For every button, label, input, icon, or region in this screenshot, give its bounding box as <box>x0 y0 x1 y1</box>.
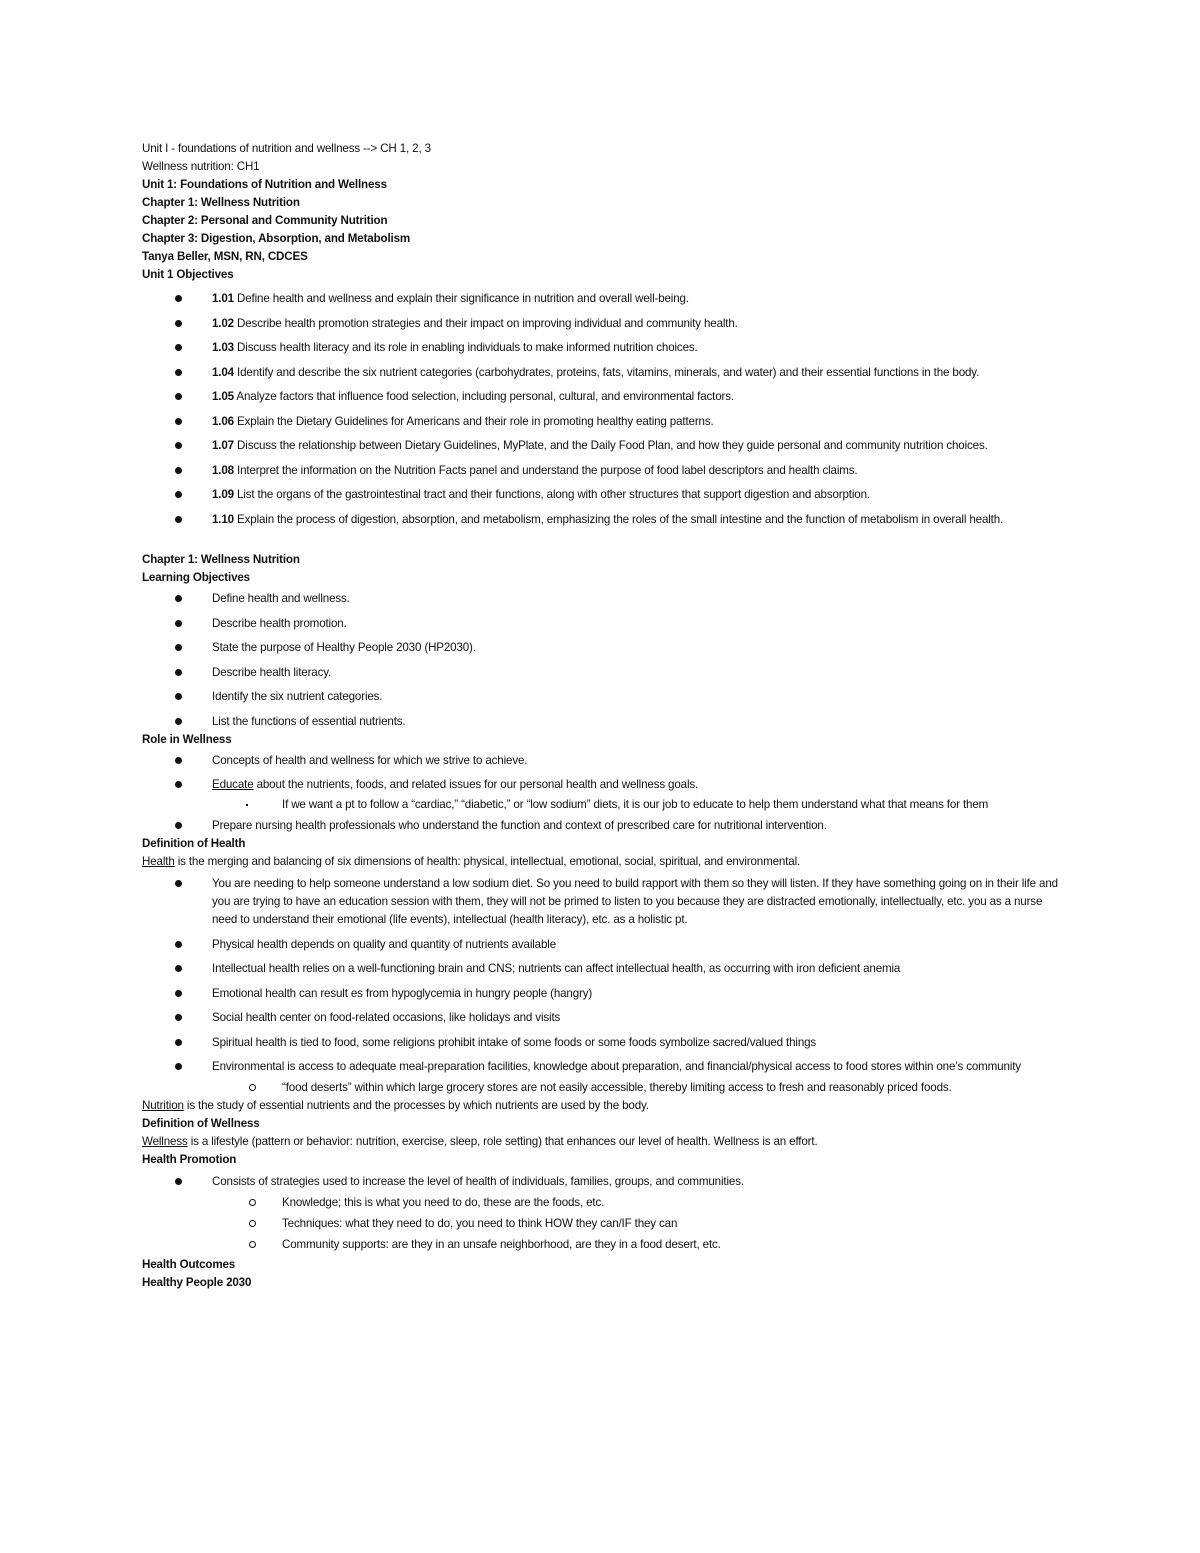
list-item-text: State the purpose of Healthy People 2030 (HP2030). <box>212 641 476 654</box>
list-item-text: Spiritual health is tied to food, some religions prohibit intake of some foods or some foods symbolize sacred/valued things <box>212 1035 817 1049</box>
objective-text: Define health and wellness and explain their significance in nutrition and overall well-being. <box>233 292 689 305</box>
objective-text: List the organs of the gastrointestinal tract and their functions, along with other structures that support digestion and absorption. <box>233 488 870 501</box>
objective-text: Interpret the information on the Nutrition Facts panel and understand the purpose of food label descriptors and health claims. <box>233 463 858 477</box>
bullet-icon <box>175 965 182 972</box>
bullet-icon <box>175 693 182 700</box>
health-dimensions-list <box>142 875 1067 1097</box>
circle-bullet-icon <box>249 1220 256 1227</box>
list-item-text: Social health center on food-related occasions, like holidays and visits <box>212 1011 561 1024</box>
list-item <box>142 1009 1067 1027</box>
list-item <box>142 875 1067 929</box>
list-item-text: Identify the six nutrient categories. <box>212 690 383 703</box>
list-item-text: List the functions of essential nutrients. <box>212 714 406 728</box>
objective-number: 1.04 <box>212 365 234 379</box>
health-promotion-heading: Health Promotion <box>142 1153 237 1166</box>
objective-text: Identify and describe the six nutrient categories (carbohydrates, proteins, fats, vitamins, minerals, and water) and their essential functions in the body. <box>233 365 980 379</box>
document-page <box>142 140 1067 1292</box>
nutrition-term: Nutrition <box>142 1099 184 1112</box>
list-item <box>142 776 1067 814</box>
sub-item-text: Techniques: what they need to do, you need to think HOW they can/IF they can <box>282 1217 678 1230</box>
objective-number: 1.09 <box>212 488 234 501</box>
list-item <box>142 511 1067 529</box>
learning-objectives-heading: Learning Objectives <box>142 571 250 584</box>
author: Tanya Beller, MSN, RN, CDCES <box>142 250 308 263</box>
bullet-icon <box>175 1063 182 1070</box>
list-item <box>142 688 1067 706</box>
list-item <box>142 639 1067 657</box>
objective-number: 1.05 <box>212 390 234 403</box>
bullet-icon <box>175 516 182 523</box>
course-line: Unit I - foundations of nutrition and wellness --> CH 1, 2, 3 <box>142 142 431 155</box>
list-item <box>142 817 1067 835</box>
objective-number: 1.06 <box>212 414 234 428</box>
list-item <box>142 985 1067 1003</box>
bullet-icon <box>175 393 182 400</box>
objective-number: 1.08 <box>212 463 234 477</box>
health-promotion-sublist <box>142 1194 1067 1254</box>
sub-list-item <box>142 1215 1067 1233</box>
list-item <box>142 1173 1067 1254</box>
wellness-definition-heading: Definition of Wellness <box>142 1117 260 1130</box>
list-item-text: Environmental is access to adequate meal-preparation facilities, knowledge about preparation, and financial/physical access to food stores within one’s community <box>212 1060 1021 1073</box>
bullet-icon <box>175 1178 182 1185</box>
sub-item-text: If we want a pt to follow a “cardiac,” “diabetic,” or “low sodium” diets, it is our job to educate to help them understand what that means for them <box>282 798 989 811</box>
list-item <box>142 713 1067 731</box>
sub-list-item <box>142 1236 1067 1254</box>
chapter-1-title: Chapter 1: Wellness Nutrition <box>142 196 300 209</box>
list-item <box>142 437 1067 455</box>
nutrition-definition-text: is the study of essential nutrients and the processes by which nutrients are used by the body. <box>183 1099 649 1112</box>
role-sublist <box>142 796 1067 814</box>
bullet-icon <box>175 320 182 327</box>
list-item <box>142 936 1067 954</box>
sub-list-item <box>142 1194 1067 1212</box>
bullet-icon <box>175 757 182 764</box>
sub-item-text: “food deserts” within which large grocery stores are not easily accessible, thereby limiting access to fresh and reasonably priced foods. <box>282 1081 952 1094</box>
sub-list-item <box>142 796 1067 814</box>
list-item-text: Describe health promotion. <box>212 616 347 630</box>
sub-item-text: Community supports: are they in an unsafe neighborhood, are they in a food desert, etc. <box>282 1238 721 1251</box>
objectives-list <box>142 290 1067 529</box>
nutrition-definition <box>142 1097 1067 1115</box>
list-item-text: Intellectual health relies on a well-functioning brain and CNS; nutrients can affect intellectual health, as occurring with iron deficient anemia <box>212 962 901 975</box>
list-item <box>142 664 1067 682</box>
chapter-1-heading: Chapter 1: Wellness Nutrition <box>142 553 300 566</box>
circle-bullet-icon <box>249 1084 256 1091</box>
health-definition-heading: Definition of Health <box>142 837 246 850</box>
objectives-heading: Unit 1 Objectives <box>142 268 234 281</box>
dot-icon <box>246 804 248 806</box>
bullet-icon <box>175 781 182 788</box>
bullet-icon <box>175 669 182 676</box>
objective-number: 1.03 <box>212 341 234 354</box>
health-promotion-list <box>142 1173 1067 1254</box>
list-item <box>142 388 1067 406</box>
list-item-text: about the nutrients, foods, and related issues for our personal health and wellness goals. <box>253 778 699 791</box>
list-item-text: Prepare nursing health professionals who understand the function and context of prescribed care for nutritional intervention. <box>212 819 827 832</box>
circle-bullet-icon <box>249 1199 256 1206</box>
objective-text: Discuss health literacy and its role in enabling individuals to make informed nutrition choices. <box>233 341 698 354</box>
bullet-icon <box>175 369 182 376</box>
list-item <box>142 364 1067 382</box>
role-heading: Role in Wellness <box>142 732 232 746</box>
wellness-term: Wellness <box>142 1135 188 1148</box>
list-item-text: Concepts of health and wellness for which we strive to achieve. <box>212 753 528 767</box>
environment-sublist <box>142 1079 1067 1097</box>
list-item <box>142 413 1067 431</box>
healthy-people-heading: Healthy People 2030 <box>142 1276 252 1289</box>
list-item <box>142 590 1067 608</box>
list-item <box>142 1034 1067 1052</box>
bullet-icon <box>175 718 182 725</box>
educate-term: Educate <box>212 778 254 791</box>
objective-number: 1.10 <box>212 512 234 526</box>
chapter-2-title: Chapter 2: Personal and Community Nutrition <box>142 214 388 227</box>
objective-text: Analyze factors that influence food selection, including personal, cultural, and environmental factors. <box>233 390 734 403</box>
bullet-icon <box>175 1014 182 1021</box>
wellness-definition-text: is a lifestyle (pattern or behavior: nutrition, exercise, sleep, role setting) that enhances our level of health. Wellness is an effort. <box>187 1135 818 1148</box>
health-definition-text: is the merging and balancing of six dimensions of health: physical, intellectual, emotional, social, spiritual, and environmental. <box>174 855 801 868</box>
bullet-icon <box>175 418 182 425</box>
list-item <box>142 752 1067 770</box>
list-item-text: Define health and wellness. <box>212 592 350 605</box>
bullet-icon <box>175 880 182 887</box>
list-item <box>142 315 1067 333</box>
bullet-icon <box>175 467 182 474</box>
list-item-text: Consists of strategies used to increase the level of health of individuals, families, groups, and communities. <box>212 1175 744 1188</box>
learning-objectives-list <box>142 590 1067 731</box>
list-item <box>142 486 1067 504</box>
circle-bullet-icon <box>249 1241 256 1248</box>
bullet-icon <box>175 990 182 997</box>
list-item-text: You are needing to help someone understand a low sodium diet. So you need to build rapport with them so they will listen. If they have something going on in their life and you are trying to have an education session with them, they will not be primed to listen to you because they are distracted emotionally, intellectually, etc. you as a nurse need to understand their emotional (life events), intellectual (health literacy), etc. as a holistic pt. <box>212 877 1058 926</box>
objective-text: Discuss the relationship between Dietary Guidelines, MyPlate, and the Daily Food Plan, and how they guide personal and community nutrition choices. <box>233 439 988 452</box>
list-item <box>142 462 1067 480</box>
bullet-icon <box>175 1039 182 1046</box>
chapter-note: Wellness nutrition: CH1 <box>142 160 260 173</box>
sub-item-text: Knowledge; this is what you need to do, these are the foods, etc. <box>282 1196 605 1209</box>
health-term: Health <box>142 855 175 868</box>
list-item-text: Describe health literacy. <box>212 665 332 679</box>
bullet-icon <box>175 822 182 829</box>
role-list <box>142 752 1067 836</box>
health-definition <box>142 853 1067 871</box>
list-item <box>142 339 1067 357</box>
objective-text: Explain the Dietary Guidelines for Americans and their role in promoting healthy eating patterns. <box>233 414 714 428</box>
objective-text: Explain the process of digestion, absorption, and metabolism, emphasizing the roles of the small intestine and the function of metabolism in overall health. <box>233 512 1004 526</box>
bullet-icon <box>175 344 182 351</box>
bullet-icon <box>175 491 182 498</box>
bullet-icon <box>175 295 182 302</box>
objective-number: 1.07 <box>212 439 234 452</box>
list-item <box>142 290 1067 308</box>
bullet-icon <box>175 442 182 449</box>
list-item <box>142 1058 1067 1097</box>
objective-text: Describe health promotion strategies and their impact on improving individual and community health. <box>233 316 738 330</box>
list-item <box>142 615 1067 633</box>
sub-list-item <box>142 1079 1067 1097</box>
list-item-text: Physical health depends on quality and quantity of nutrients available <box>212 937 556 951</box>
bullet-icon <box>175 941 182 948</box>
objective-number: 1.02 <box>212 316 234 330</box>
health-outcomes-heading: Health Outcomes <box>142 1258 236 1271</box>
bullet-icon <box>175 595 182 602</box>
bullet-icon <box>175 620 182 627</box>
bullet-icon <box>175 644 182 651</box>
chapter-3-title: Chapter 3: Digestion, Absorption, and Metabolism <box>142 232 411 245</box>
list-item <box>142 960 1067 978</box>
wellness-definition <box>142 1133 1067 1151</box>
list-item-text: Emotional health can result es from hypoglycemia in hungry people (hangry) <box>212 986 593 1000</box>
unit-title: Unit 1: Foundations of Nutrition and Wellness <box>142 178 387 191</box>
objective-number: 1.01 <box>212 292 234 305</box>
